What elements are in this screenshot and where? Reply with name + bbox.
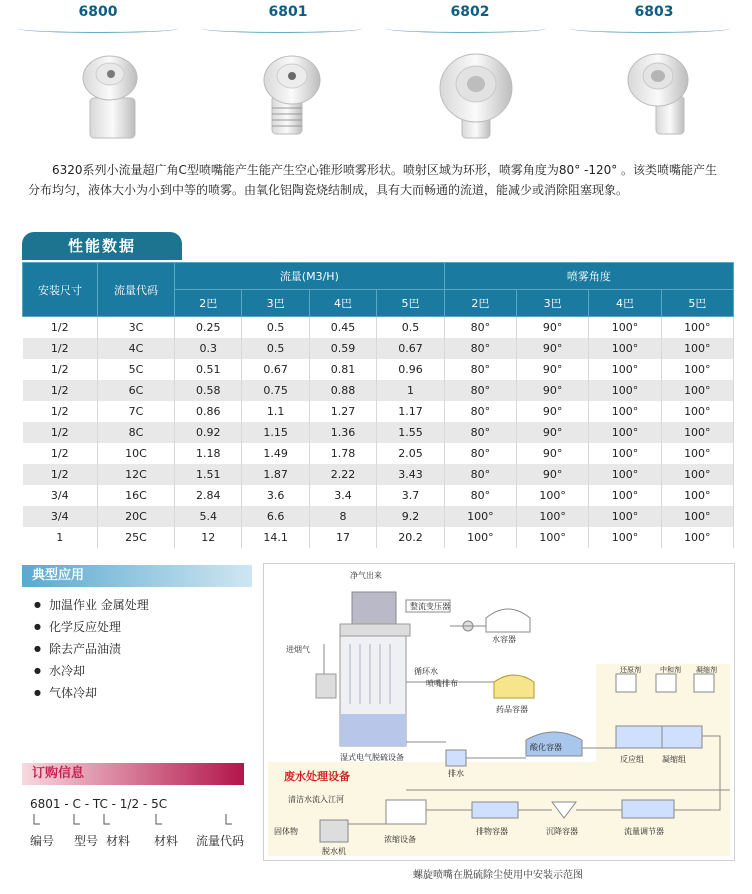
table-row <box>23 485 734 506</box>
model-tabs <box>0 0 752 40</box>
label-condense: 凝缩组 <box>662 755 686 764</box>
cell-flow: 3.7 <box>377 485 444 506</box>
performance-table <box>22 262 734 548</box>
cell-angle: 100° <box>661 485 733 506</box>
col-spray-angle: 喷雾角度 <box>444 263 733 290</box>
table-row <box>23 506 734 527</box>
diagram-caption: 螺旋喷嘴在脱硫除尘使用中安装示范图 <box>413 870 583 881</box>
label-clean-out: 清洁水流入江河 <box>288 795 344 804</box>
label-wet-esp: 湿式电气脱硫设备 <box>340 753 404 762</box>
order-label: 编号 <box>30 834 55 848</box>
cell-angle: 90° <box>517 380 589 401</box>
applications-list <box>34 594 149 704</box>
cell-angle: 80° <box>444 317 516 339</box>
cell-angle: 100° <box>661 464 733 485</box>
cell-angle: 100° <box>661 527 733 548</box>
cell-flow-code: 6C <box>98 380 175 401</box>
cell-flow: 2.22 <box>309 464 376 485</box>
cell-angle: 80° <box>444 422 516 443</box>
order-label: 流量代码 <box>196 834 245 848</box>
flow-adjust-tank <box>622 800 674 818</box>
label-agent3: 凝缩剂 <box>696 666 717 674</box>
cell-angle: 80° <box>444 338 516 359</box>
cell-flow: 1.55 <box>377 422 444 443</box>
cell-angle: 100° <box>661 317 733 339</box>
list-item: ● 加温作业 金属处理 <box>34 594 149 616</box>
label-agent1: 还原剂 <box>620 666 641 674</box>
cell-flow-code: 3C <box>98 317 175 339</box>
cell-angle: 100° <box>589 338 661 359</box>
cell-flow: 1 <box>377 380 444 401</box>
list-item: ● 水冷却 <box>34 660 149 682</box>
col-pressure: 5巴 <box>377 290 444 317</box>
cell-angle: 90° <box>517 443 589 464</box>
list-item: ● 气体冷却 <box>34 682 149 704</box>
cell-angle: 100° <box>661 506 733 527</box>
cell-flow: 3.6 <box>242 485 309 506</box>
list-item: ● 除去产品油渍 <box>34 638 149 660</box>
cell-flow-code: 8C <box>98 422 175 443</box>
cell-angle: 90° <box>517 464 589 485</box>
applications-title: 典型应用 <box>22 565 252 587</box>
cell-flow: 0.75 <box>242 380 309 401</box>
label-solids: 固体物 <box>274 827 298 836</box>
cell-angle: 100° <box>589 443 661 464</box>
cell-flow: 1.27 <box>309 401 376 422</box>
cell-flow: 1.15 <box>242 422 309 443</box>
label-reaction: 反应组 <box>620 755 644 764</box>
table-row <box>23 359 734 380</box>
col-pressure: 2巴 <box>175 290 242 317</box>
list-item: ● 化学反应处理 <box>34 616 149 638</box>
cell-flow-code: 16C <box>98 485 175 506</box>
cell-flow: 1.18 <box>175 443 242 464</box>
cell-install-size: 3/4 <box>23 506 98 527</box>
cell-flow: 0.86 <box>175 401 242 422</box>
cell-flow: 3.43 <box>377 464 444 485</box>
label-discharge: 排物容器 <box>476 827 508 836</box>
cell-flow: 0.5 <box>242 317 309 339</box>
thicken-unit <box>386 800 426 824</box>
flue-inlet <box>316 674 336 698</box>
cell-angle: 100° <box>444 527 516 548</box>
cell-angle: 100° <box>589 464 661 485</box>
cell-flow: 0.59 <box>309 338 376 359</box>
col-pressure: 2巴 <box>444 290 516 317</box>
cell-flow: 8 <box>309 506 376 527</box>
order-label: 型号 <box>74 834 99 848</box>
cell-flow: 0.3 <box>175 338 242 359</box>
order-label: 材料 <box>154 834 179 848</box>
cell-angle: 100° <box>517 485 589 506</box>
cell-flow-code: 5C <box>98 359 175 380</box>
cell-flow: 5.4 <box>175 506 242 527</box>
cell-angle: 80° <box>444 359 516 380</box>
cell-angle: 100° <box>661 359 733 380</box>
drain-box <box>446 750 466 766</box>
tab-divider <box>386 24 546 33</box>
cell-angle: 100° <box>589 401 661 422</box>
label-thicken: 浓缩设备 <box>384 835 416 844</box>
cell-angle: 100° <box>517 506 589 527</box>
label-oxid-tank: 酸化容器 <box>530 743 562 752</box>
cell-install-size: 1/2 <box>23 317 98 339</box>
performance-title: 性能数据 <box>22 232 182 260</box>
cell-flow: 0.5 <box>377 317 444 339</box>
col-pressure: 4巴 <box>589 290 661 317</box>
cell-flow: 1.36 <box>309 422 376 443</box>
cell-flow: 3.4 <box>309 485 376 506</box>
label-flue-in: 进烟气 <box>286 645 310 654</box>
cell-flow: 0.88 <box>309 380 376 401</box>
tab-divider <box>18 24 178 33</box>
cell-flow: 0.96 <box>377 359 444 380</box>
cell-angle: 100° <box>661 422 733 443</box>
cell-install-size: 1/2 <box>23 422 98 443</box>
water-basin <box>340 714 406 746</box>
label-nozzle: 喷嘴排布 <box>426 679 458 688</box>
cell-flow: 0.67 <box>242 359 309 380</box>
installation-diagram <box>263 563 735 861</box>
cell-install-size: 1/2 <box>23 401 98 422</box>
cell-angle: 80° <box>444 485 516 506</box>
label-transformer: 整流变压器 <box>410 602 450 611</box>
col-pressure: 3巴 <box>517 290 589 317</box>
cell-flow: 17 <box>309 527 376 548</box>
order-bracket-lines <box>30 812 250 832</box>
cell-angle: 100° <box>589 317 661 339</box>
cell-flow: 0.5 <box>242 338 309 359</box>
cell-flow: 14.1 <box>242 527 309 548</box>
cell-flow-code: 12C <box>98 464 175 485</box>
cell-flow-code: 20C <box>98 506 175 527</box>
cell-angle: 90° <box>517 338 589 359</box>
cell-angle: 100° <box>589 359 661 380</box>
table-row <box>23 338 734 359</box>
condense-tank <box>662 726 702 748</box>
label-chem-tank: 药品容器 <box>496 705 528 714</box>
cell-flow-code: 25C <box>98 527 175 548</box>
cell-flow: 1.49 <box>242 443 309 464</box>
label-circulating: 循环水 <box>414 667 438 676</box>
nozzle-6801-image <box>252 48 332 143</box>
table-row <box>23 422 734 443</box>
col-flow-code: 流量代码 <box>98 263 175 317</box>
cell-flow: 20.2 <box>377 527 444 548</box>
reaction-tank <box>616 726 662 748</box>
cell-flow-code: 10C <box>98 443 175 464</box>
col-pressure: 3巴 <box>242 290 309 317</box>
tower-stack <box>352 592 396 628</box>
model-6802-label: 6802 <box>450 4 490 20</box>
col-install-size: 安装尺寸 <box>23 263 98 317</box>
cell-install-size: 1/2 <box>23 464 98 485</box>
cell-flow: 12 <box>175 527 242 548</box>
label-drain: 排水 <box>448 769 464 778</box>
cell-flow: 2.84 <box>175 485 242 506</box>
cell-flow: 0.25 <box>175 317 242 339</box>
dewater-machine <box>320 820 348 842</box>
cell-flow: 0.92 <box>175 422 242 443</box>
cell-angle: 100° <box>589 506 661 527</box>
nozzle-6800-image <box>70 48 150 143</box>
nozzle-6802-image <box>434 48 514 143</box>
cell-flow: 1.51 <box>175 464 242 485</box>
col-pressure: 5巴 <box>661 290 733 317</box>
cell-flow-code: 4C <box>98 338 175 359</box>
cell-angle: 90° <box>517 359 589 380</box>
cell-angle: 80° <box>444 464 516 485</box>
chem-tank-icon <box>494 675 534 698</box>
cell-flow: 0.51 <box>175 359 242 380</box>
cell-flow: 1.17 <box>377 401 444 422</box>
label-flow-adjust: 流量调节器 <box>624 827 664 836</box>
cell-flow: 6.6 <box>242 506 309 527</box>
order-title: 订购信息 <box>22 763 244 785</box>
cell-flow: 0.67 <box>377 338 444 359</box>
tab-divider <box>570 24 730 33</box>
label-settle: 沉降容器 <box>546 827 578 836</box>
cell-install-size: 1/2 <box>23 443 98 464</box>
label-agent2: 中和剂 <box>660 666 681 674</box>
nozzle-6803-image <box>618 48 698 143</box>
order-code: 6801 - C - TC - 1/2 - 5C <box>30 797 168 811</box>
cell-flow: 0.81 <box>309 359 376 380</box>
cell-angle: 100° <box>589 527 661 548</box>
model-6801-label: 6801 <box>268 4 308 20</box>
cell-angle: 100° <box>444 506 516 527</box>
cell-angle: 100° <box>661 338 733 359</box>
cell-angle: 90° <box>517 401 589 422</box>
table-row <box>23 527 734 548</box>
table-row <box>23 317 734 339</box>
cell-angle: 100° <box>661 401 733 422</box>
table-row <box>23 443 734 464</box>
cell-angle: 100° <box>517 527 589 548</box>
cell-install-size: 1 <box>23 527 98 548</box>
cell-angle: 80° <box>444 443 516 464</box>
table-row <box>23 464 734 485</box>
cell-angle: 80° <box>444 401 516 422</box>
cell-angle: 100° <box>661 380 733 401</box>
model-6803-label: 6803 <box>634 4 674 20</box>
model-6800-label: 6800 <box>78 4 118 20</box>
label-water-tank: 水容器 <box>492 635 516 644</box>
cell-flow-code: 7C <box>98 401 175 422</box>
cell-angle: 90° <box>517 317 589 339</box>
cell-flow: 9.2 <box>377 506 444 527</box>
discharge-tank <box>472 802 518 818</box>
cell-angle: 90° <box>517 422 589 443</box>
cell-angle: 100° <box>589 380 661 401</box>
cell-flow: 1.87 <box>242 464 309 485</box>
cell-flow: 0.45 <box>309 317 376 339</box>
col-flow: 流量(M3/H) <box>175 263 445 290</box>
product-description: 6320系列小流量超广角C型喷嘴能产生能产生空心锥形喷雾形状。喷射区域为环形，喷雾角度为80° -120° 。该类喷嘴能产生分布均匀，液体大小为小到中等的喷雾。由氧化铝陶瓷烧结制成，具有大而畅通的流道，能减少或消除阻塞现象。 <box>28 163 718 197</box>
cell-angle: 80° <box>444 380 516 401</box>
tab-divider <box>202 24 362 33</box>
water-tank-icon <box>486 609 530 632</box>
label-dewater: 脱水机 <box>322 847 346 856</box>
label-clean-gas: 净气出来 <box>350 571 382 580</box>
table-row <box>23 401 734 422</box>
cell-flow: 2.05 <box>377 443 444 464</box>
cell-install-size: 1/2 <box>23 359 98 380</box>
cell-angle: 100° <box>589 485 661 506</box>
cell-install-size: 1/2 <box>23 380 98 401</box>
table-row <box>23 380 734 401</box>
col-pressure: 4巴 <box>309 290 376 317</box>
order-label: 材料 <box>106 834 131 848</box>
cell-angle: 100° <box>589 422 661 443</box>
cell-angle: 100° <box>661 443 733 464</box>
cell-flow: 1.1 <box>242 401 309 422</box>
cell-install-size: 1/2 <box>23 338 98 359</box>
cell-install-size: 3/4 <box>23 485 98 506</box>
cell-flow: 0.58 <box>175 380 242 401</box>
label-waste-title: 废水处理设备 <box>284 770 350 783</box>
cell-flow: 1.78 <box>309 443 376 464</box>
